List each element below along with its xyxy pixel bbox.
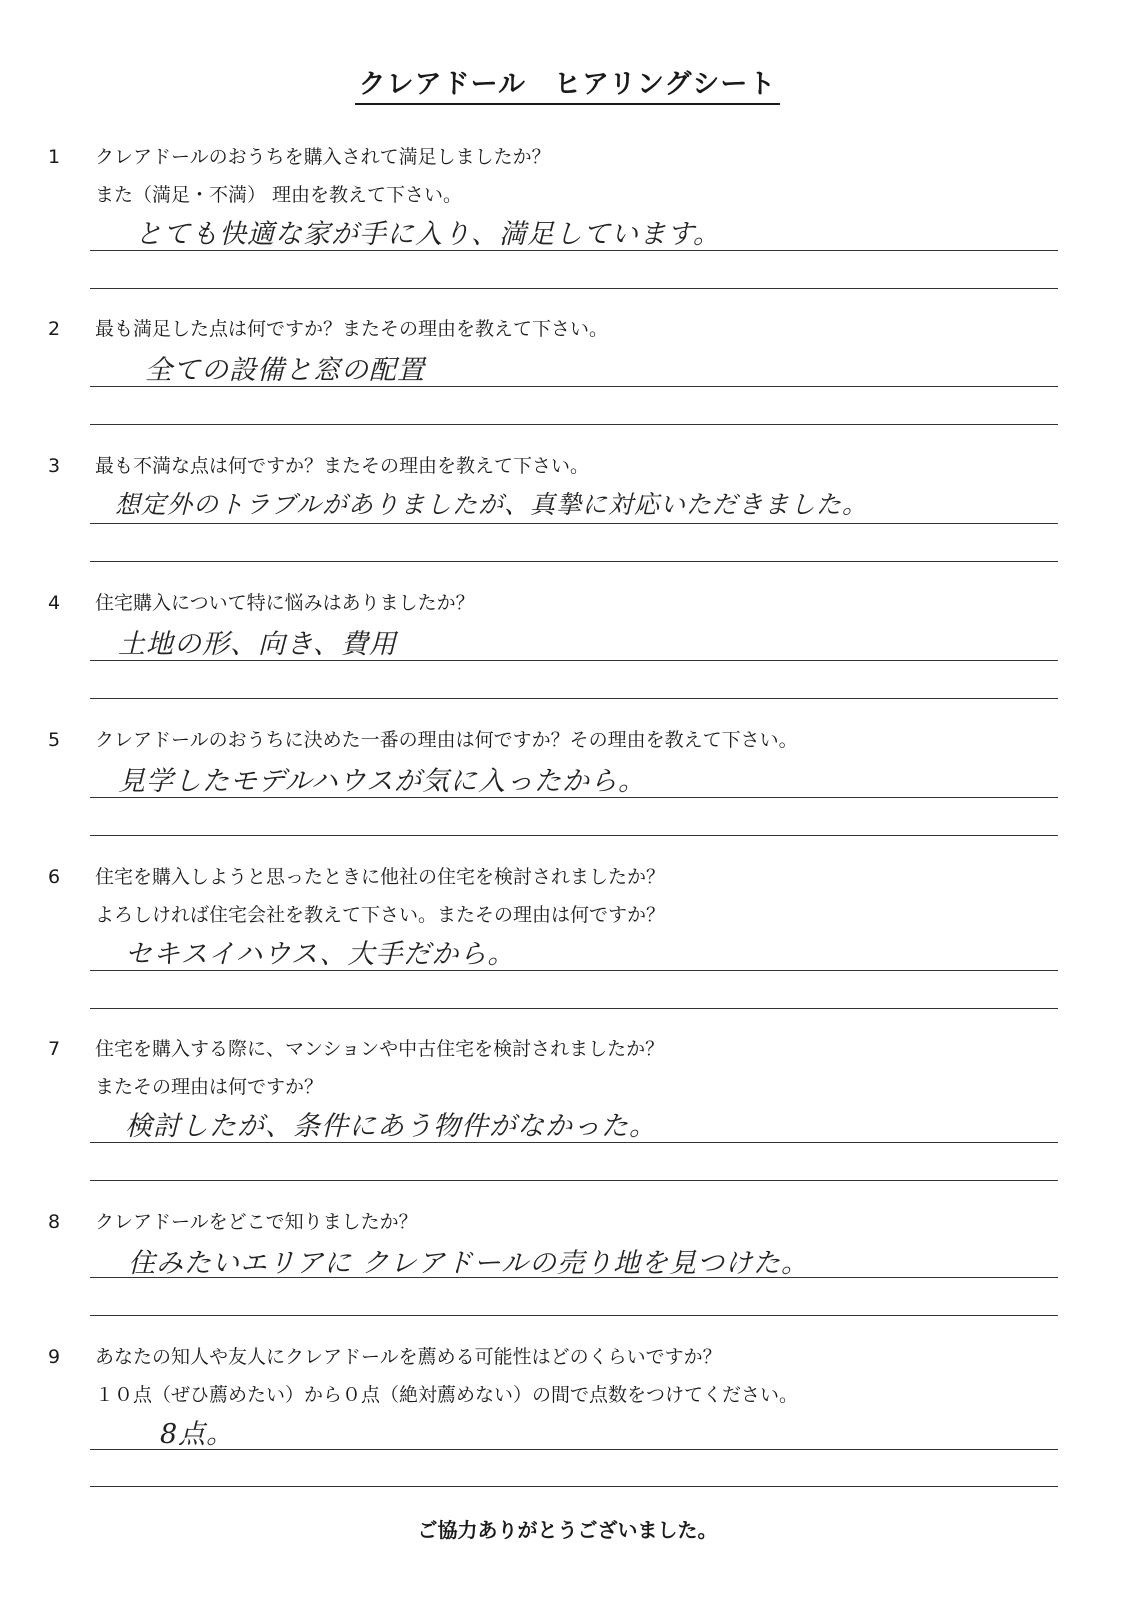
- question-number: 7: [48, 1038, 61, 1060]
- answer-line: [90, 1277, 1058, 1278]
- answer-line: [90, 250, 1058, 251]
- answer-line: [90, 970, 1058, 971]
- answer-text: 検討したが、条件にあう物件がなかった。: [125, 1111, 657, 1142]
- question-text: 住宅購入について特に悩みはありましたか？: [95, 592, 475, 614]
- answer-line: [90, 797, 1058, 798]
- question-text: 住宅を購入する際に、マンションや中古住宅を検討されましたか？ またその理由は何ですか？: [95, 1038, 665, 1098]
- answer-text: セキスイハウス、大手だから。: [125, 939, 516, 970]
- question-number: 3: [48, 455, 61, 477]
- answer-text: 土地の形、向き、費用: [118, 629, 397, 660]
- answer-text: 想定外のトラブルがありましたが、真摯に対応いただきました。: [115, 490, 869, 519]
- question-text: 住宅を購入しようと思ったときに他社の住宅を検討されましたか？ よろしければ住宅会社を教えて下さい。またその理由は何ですか？: [95, 866, 666, 926]
- answer-text: 住みたいエリアに クレアドールの売り地を見つけた。: [128, 1248, 810, 1279]
- question-number: 6: [48, 866, 61, 888]
- answer-line: [90, 561, 1058, 562]
- answer-line: [90, 424, 1058, 425]
- answer-line: [90, 288, 1058, 289]
- question-text: あなたの知人や友人にクレアドールを薦める可能性はどのくらいですか？ １０点（ぜひ薦めたい）から０点（絶対薦めない）の間で点数をつけてください。: [95, 1346, 799, 1406]
- answer-text: とても快適な家が手に入り、満足しています。: [135, 219, 721, 250]
- question-text: クレアドールのおうちに決めた一番の理由は何ですか？その理由を教えて下さい。: [95, 729, 798, 751]
- answer-line: [90, 523, 1058, 524]
- question-text: 最も満足した点は何ですか？またその理由を教えて下さい。: [95, 318, 609, 340]
- answer-line: [90, 1180, 1058, 1181]
- answer-line: [90, 835, 1058, 836]
- answer-line: [90, 386, 1058, 387]
- answer-text: 8点。: [160, 1419, 235, 1450]
- answer-text: 見学したモデルハウスが気に入ったから。: [118, 766, 646, 797]
- question-number: 2: [48, 318, 61, 340]
- answer-line: [90, 1315, 1058, 1316]
- answer-line: [90, 660, 1058, 661]
- answer-line: [90, 698, 1058, 699]
- question-number: 5: [48, 729, 61, 751]
- answer-line: [90, 1142, 1058, 1143]
- question-number: 8: [48, 1211, 61, 1233]
- question-number: 4: [48, 592, 61, 614]
- sheet-title: クレアドール ヒアリングシート: [0, 62, 1135, 105]
- answer-text: 全ての設備と窓の配置: [145, 355, 425, 386]
- question-text: クレアドールをどこで知りましたか？: [95, 1211, 418, 1233]
- question-text: クレアドールのおうちを購入されて満足しましたか？ また（満足・不満） 理由を教えて下さい。: [95, 146, 551, 206]
- answer-line: [90, 1486, 1058, 1487]
- question-number: 1: [48, 146, 61, 168]
- thank-you-message: ご協力ありがとうございました。: [417, 1518, 718, 1542]
- answer-line: [90, 1008, 1058, 1009]
- question-number: 9: [48, 1346, 61, 1368]
- question-text: 最も不満な点は何ですか？またその理由を教えて下さい。: [95, 455, 590, 477]
- answer-line: [90, 1449, 1058, 1450]
